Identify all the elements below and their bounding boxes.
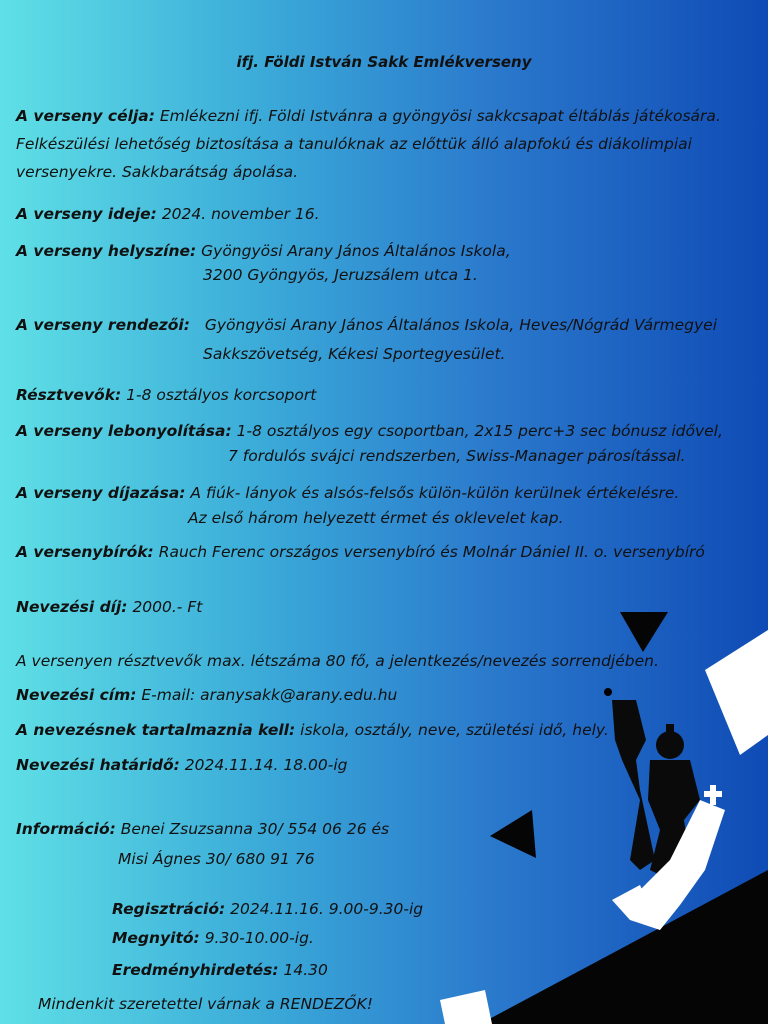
date-value: 2024. november 16. bbox=[161, 205, 320, 223]
judges-label: A versenybírók: bbox=[16, 543, 154, 561]
deadline-line bbox=[16, 756, 348, 774]
participants-value: 1-8 osztályos korcsoport bbox=[126, 386, 317, 404]
results-label: Eredményhirdetés: bbox=[112, 961, 279, 979]
goal-text-2: Felkészülési lehetőség biztosítása a tanulóknak az előttük álló alapfokú és diákolimpiai bbox=[16, 135, 692, 153]
capacity-text: A versenyen résztvevők max. létszáma 80 fő, a jelentkezés/nevezés sorrendjében. bbox=[16, 652, 659, 670]
venue-text-1: Gyöngyösi Arany János Általános Iskola, bbox=[201, 242, 511, 260]
opening-line bbox=[112, 929, 314, 947]
fee-label: Nevezési díj: bbox=[16, 598, 128, 616]
entry-content-value: iskola, osztály, neve, születési idő, hely. bbox=[300, 721, 609, 739]
goal-label: A verseny célja: bbox=[16, 107, 155, 125]
registration-label: Regisztráció: bbox=[112, 900, 226, 918]
goal-line-1 bbox=[16, 107, 721, 125]
black-piece-icon bbox=[604, 688, 655, 870]
closing-text: Mindenkit szeretettel várnak a RENDEZŐK! bbox=[38, 995, 373, 1013]
dark-corner-shape bbox=[480, 870, 768, 1024]
format-text-1: 1-8 osztályos egy csoportban, 2x15 perc+3 sec bónusz idővel, bbox=[236, 422, 723, 440]
opening-label: Megnyitó: bbox=[112, 929, 200, 947]
info-text-2: Misi Ágnes 30/ 680 91 76 bbox=[118, 850, 315, 868]
entry-content-line bbox=[16, 721, 609, 739]
venue-text-2: 3200 Gyöngyös, Jeruzsálem utca 1. bbox=[203, 266, 478, 284]
date-line bbox=[16, 205, 320, 223]
black-triangle-left bbox=[490, 810, 536, 858]
format-label: A verseny lebonyolítása: bbox=[16, 422, 232, 440]
prizes-text-2: Az első három helyezett érmet és oklevelet kap. bbox=[188, 509, 564, 527]
prizes-label: A verseny díjazása: bbox=[16, 484, 186, 502]
info-label: Információ: bbox=[16, 820, 116, 838]
organizers-label: A verseny rendezői: bbox=[16, 316, 190, 334]
deadline-value: 2024.11.14. 18.00-ig bbox=[184, 756, 348, 774]
page-title: ifj. Földi István Sakk Emlékverseny bbox=[236, 53, 532, 71]
participants-line bbox=[16, 386, 316, 404]
format-text-2: 7 fordulós svájci rendszerben, Swiss-Manager párosítással. bbox=[228, 447, 686, 465]
judges-line bbox=[16, 543, 705, 561]
deadline-label: Nevezési határidő: bbox=[16, 756, 180, 774]
info-text-1: Benei Zsuzsanna 30/ 554 06 26 és bbox=[120, 820, 390, 838]
entry-address-value: E-mail: aranysakk@arany.edu.hu bbox=[141, 686, 398, 704]
results-line bbox=[112, 961, 328, 979]
entry-content-label: A nevezésnek tartalmaznia kell: bbox=[16, 721, 296, 739]
participants-label: Résztvevők: bbox=[16, 386, 122, 404]
judges-value: Rauch Ferenc országos versenybíró és Molnár Dániel II. o. versenybíró bbox=[158, 543, 705, 561]
venue-label: A verseny helyszíne: bbox=[16, 242, 197, 260]
fee-line bbox=[16, 598, 202, 616]
registration-value: 2024.11.16. 9.00-9.30-ig bbox=[230, 900, 424, 918]
prizes-line-1 bbox=[16, 484, 679, 502]
goal-text-1: Emlékezni ifj. Földi Istvánra a gyöngyösi sakkcsapat éltáblás játékosára. bbox=[159, 107, 721, 125]
registration-line bbox=[112, 900, 423, 918]
organizers-text-1: Gyöngyösi Arany János Általános Iskola, Heves/Nógrád Vármegyei bbox=[204, 316, 718, 334]
date-label: A verseny ideje: bbox=[16, 205, 157, 223]
white-rect-bottom bbox=[440, 990, 492, 1024]
prizes-text-1: A fiúk- lányok és alsós-felsős külön-külön kerülnek értékelésre. bbox=[190, 484, 680, 502]
entry-address-line bbox=[16, 686, 397, 704]
organizers-line-1 bbox=[16, 316, 717, 334]
fee-value: 2000.- Ft bbox=[132, 598, 203, 616]
black-triangle-top bbox=[620, 612, 668, 652]
venue-line-1 bbox=[16, 242, 511, 260]
entry-address-label: Nevezési cím: bbox=[16, 686, 137, 704]
format-line-1 bbox=[16, 422, 723, 440]
opening-value: 9.30-10.00-ig. bbox=[204, 929, 314, 947]
goal-text-3: versenyekre. Sakkbarátság ápolása. bbox=[16, 163, 299, 181]
info-line-1 bbox=[16, 820, 389, 838]
results-value: 14.30 bbox=[283, 961, 328, 979]
white-square-shape bbox=[705, 630, 768, 755]
organizers-text-2: Sakkszövetség, Kékesi Sportegyesület. bbox=[203, 345, 506, 363]
